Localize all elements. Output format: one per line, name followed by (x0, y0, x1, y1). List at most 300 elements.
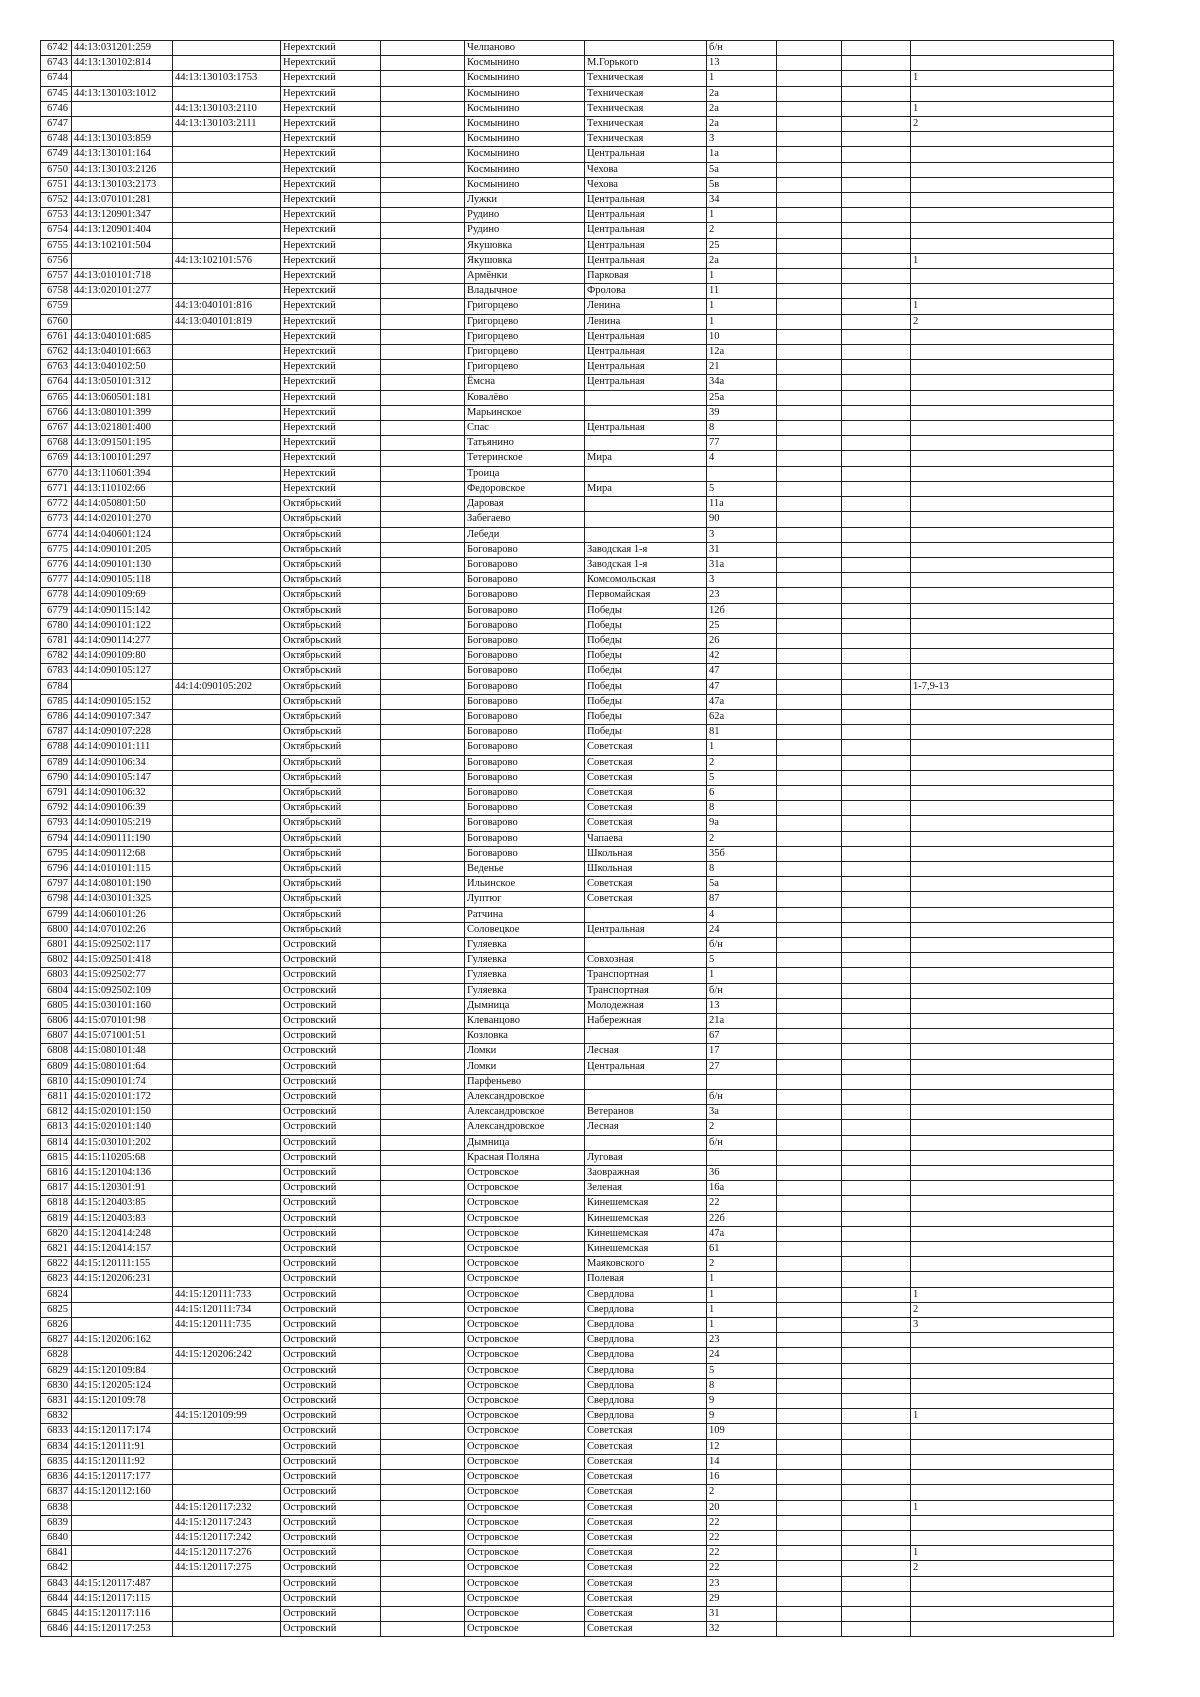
cadastral-number-cell: 44:14:090105:219 (72, 816, 173, 831)
block-cell (842, 740, 911, 755)
locality-cell: Островское (465, 1287, 585, 1302)
street-cell: Победы (585, 664, 707, 679)
row-number-cell: 6783 (41, 664, 72, 679)
locality-cell: Ломки (465, 1059, 585, 1074)
table-row (41, 801, 1114, 816)
district-cell: Островский (281, 1074, 381, 1089)
block-cell (842, 907, 911, 922)
settlement-type-cell (381, 542, 465, 557)
cadastral-number-cell: 44:14:090101:111 (72, 740, 173, 755)
row-number-cell: 6842 (41, 1561, 72, 1576)
linked-cadastral-number-cell (173, 1211, 281, 1226)
settlement-type-cell (381, 238, 465, 253)
linked-cadastral-number-cell: 44:15:120117:232 (173, 1500, 281, 1515)
row-number-cell: 6806 (41, 1014, 72, 1029)
cadastral-number-cell: 44:14:060101:26 (72, 907, 173, 922)
cadastral-number-cell: 44:14:090101:130 (72, 557, 173, 572)
apartment-cell (911, 41, 1114, 56)
row-number-cell: 6823 (41, 1272, 72, 1287)
block-cell (842, 1029, 911, 1044)
street-cell: Победы (585, 633, 707, 648)
locality-cell: Якушовка (465, 253, 585, 268)
block-cell (842, 1196, 911, 1211)
house-number-cell: 23 (707, 1333, 777, 1348)
house-number-cell: 3а (707, 1105, 777, 1120)
building-cell (777, 147, 842, 162)
table-row (41, 983, 1114, 998)
settlement-type-cell (381, 1439, 465, 1454)
apartment-cell (911, 1470, 1114, 1485)
linked-cadastral-number-cell (173, 193, 281, 208)
settlement-type-cell (381, 314, 465, 329)
cadastral-number-cell: 44:13:130102:814 (72, 56, 173, 71)
block-cell (842, 588, 911, 603)
table-row (41, 785, 1114, 800)
apartment-cell (911, 740, 1114, 755)
street-cell: М.Горького (585, 56, 707, 71)
settlement-type-cell (381, 649, 465, 664)
table-row (41, 709, 1114, 724)
linked-cadastral-number-cell (173, 725, 281, 740)
cadastral-number-cell: 44:13:050101:312 (72, 375, 173, 390)
linked-cadastral-number-cell (173, 436, 281, 451)
house-number-cell: 31а (707, 557, 777, 572)
cadastral-number-cell (72, 1409, 173, 1424)
table-row (41, 1166, 1114, 1181)
row-number-cell: 6793 (41, 816, 72, 831)
street-cell: Кинешемская (585, 1196, 707, 1211)
house-number-cell: 2а (707, 117, 777, 132)
building-cell (777, 1181, 842, 1196)
apartment-cell (911, 1454, 1114, 1469)
district-cell: Островский (281, 1394, 381, 1409)
locality-cell: Спас (465, 421, 585, 436)
settlement-type-cell (381, 1424, 465, 1439)
table-row (41, 937, 1114, 952)
settlement-type-cell (381, 117, 465, 132)
building-cell (777, 1546, 842, 1561)
table-row (41, 436, 1114, 451)
street-cell: Советская (585, 1606, 707, 1621)
street-cell: Луговая (585, 1150, 707, 1165)
house-number-cell: 2 (707, 831, 777, 846)
locality-cell: Островское (465, 1378, 585, 1393)
building-cell (777, 1454, 842, 1469)
cadastral-number-cell: 44:15:080101:48 (72, 1044, 173, 1059)
building-cell (777, 573, 842, 588)
settlement-type-cell (381, 1546, 465, 1561)
locality-cell: Островское (465, 1424, 585, 1439)
settlement-type-cell (381, 1363, 465, 1378)
building-cell (777, 998, 842, 1013)
row-number-cell: 6840 (41, 1530, 72, 1545)
linked-cadastral-number-cell (173, 998, 281, 1013)
locality-cell: Боговарово (465, 649, 585, 664)
row-number-cell: 6827 (41, 1333, 72, 1348)
cadastral-number-cell: 44:15:020101:140 (72, 1120, 173, 1135)
settlement-type-cell (381, 1044, 465, 1059)
building-cell (777, 1363, 842, 1378)
building-cell (777, 1576, 842, 1591)
apartment-cell (911, 1135, 1114, 1150)
house-number-cell: 1 (707, 740, 777, 755)
block-cell (842, 1166, 911, 1181)
locality-cell: Троица (465, 466, 585, 481)
house-number-cell: 13 (707, 56, 777, 71)
cadastral-number-cell: 44:14:080101:190 (72, 877, 173, 892)
block-cell (842, 770, 911, 785)
district-cell: Островский (281, 1378, 381, 1393)
linked-cadastral-number-cell (173, 1439, 281, 1454)
linked-cadastral-number-cell (173, 1333, 281, 1348)
district-cell: Островский (281, 1150, 381, 1165)
block-cell (842, 208, 911, 223)
district-cell: Октябрьский (281, 618, 381, 633)
building-cell (777, 512, 842, 527)
locality-cell: Федоровское (465, 481, 585, 496)
table-row (41, 542, 1114, 557)
row-number-cell: 6797 (41, 877, 72, 892)
block-cell (842, 1302, 911, 1317)
cadastral-number-cell: 44:15:120111:92 (72, 1454, 173, 1469)
street-cell (585, 512, 707, 527)
table-row (41, 816, 1114, 831)
row-number-cell: 6760 (41, 314, 72, 329)
table-row (41, 1348, 1114, 1363)
street-cell: Кинешемская (585, 1242, 707, 1257)
district-cell: Островский (281, 968, 381, 983)
building-cell (777, 132, 842, 147)
block-cell (842, 1606, 911, 1621)
block-cell (842, 1454, 911, 1469)
apartment-cell (911, 1242, 1114, 1257)
settlement-type-cell (381, 56, 465, 71)
street-cell: Советская (585, 877, 707, 892)
building-cell (777, 633, 842, 648)
row-number-cell: 6838 (41, 1500, 72, 1515)
cadastral-number-cell: 44:13:091501:195 (72, 436, 173, 451)
settlement-type-cell (381, 603, 465, 618)
row-number-cell: 6768 (41, 436, 72, 451)
locality-cell: Островское (465, 1363, 585, 1378)
district-cell: Нерехтский (281, 345, 381, 360)
settlement-type-cell (381, 86, 465, 101)
street-cell: Центральная (585, 360, 707, 375)
house-number-cell: 5а (707, 877, 777, 892)
district-cell: Нерехтский (281, 269, 381, 284)
cadastral-number-cell: 44:15:120104:136 (72, 1166, 173, 1181)
linked-cadastral-number-cell (173, 1181, 281, 1196)
district-cell: Октябрьский (281, 603, 381, 618)
house-number-cell: 67 (707, 1029, 777, 1044)
linked-cadastral-number-cell (173, 86, 281, 101)
apartment-cell (911, 162, 1114, 177)
house-number-cell: 61 (707, 1242, 777, 1257)
apartment-cell (911, 284, 1114, 299)
linked-cadastral-number-cell (173, 238, 281, 253)
table-row (41, 649, 1114, 664)
linked-cadastral-number-cell (173, 755, 281, 770)
block-cell (842, 953, 911, 968)
row-number-cell: 6796 (41, 861, 72, 876)
district-cell: Островский (281, 1257, 381, 1272)
linked-cadastral-number-cell (173, 1454, 281, 1469)
settlement-type-cell (381, 375, 465, 390)
street-cell: Центральная (585, 421, 707, 436)
block-cell (842, 527, 911, 542)
house-number-cell: 22 (707, 1546, 777, 1561)
house-number-cell: 34а (707, 375, 777, 390)
house-number-cell: 23 (707, 1576, 777, 1591)
building-cell (777, 329, 842, 344)
house-number-cell: 5 (707, 953, 777, 968)
row-number-cell: 6762 (41, 345, 72, 360)
locality-cell: Боговарово (465, 740, 585, 755)
apartment-cell (911, 1272, 1114, 1287)
apartment-cell: 1 (911, 71, 1114, 86)
street-cell: Чехова (585, 177, 707, 192)
street-cell: Центральная (585, 375, 707, 390)
apartment-cell (911, 1014, 1114, 1029)
street-cell: Центральная (585, 193, 707, 208)
row-number-cell: 6843 (41, 1576, 72, 1591)
locality-cell: Ковалёво (465, 390, 585, 405)
locality-cell: Островское (465, 1394, 585, 1409)
district-cell: Октябрьский (281, 831, 381, 846)
locality-cell: Забегаево (465, 512, 585, 527)
building-cell (777, 253, 842, 268)
linked-cadastral-number-cell (173, 573, 281, 588)
linked-cadastral-number-cell (173, 269, 281, 284)
block-cell (842, 1546, 911, 1561)
linked-cadastral-number-cell (173, 557, 281, 572)
settlement-type-cell (381, 1485, 465, 1500)
settlement-type-cell (381, 740, 465, 755)
settlement-type-cell (381, 1029, 465, 1044)
locality-cell: Лебеди (465, 527, 585, 542)
building-cell (777, 1287, 842, 1302)
row-number-cell: 6795 (41, 846, 72, 861)
block-cell (842, 436, 911, 451)
locality-cell: Владычное (465, 284, 585, 299)
settlement-type-cell (381, 1211, 465, 1226)
apartment-cell (911, 649, 1114, 664)
settlement-type-cell (381, 299, 465, 314)
row-number-cell: 6831 (41, 1394, 72, 1409)
district-cell: Октябрьский (281, 785, 381, 800)
block-cell (842, 998, 911, 1013)
settlement-type-cell (381, 1090, 465, 1105)
district-cell: Нерехтский (281, 41, 381, 56)
street-cell (585, 41, 707, 56)
table-row (41, 177, 1114, 192)
settlement-type-cell (381, 1561, 465, 1576)
building-cell (777, 603, 842, 618)
table-row (41, 1181, 1114, 1196)
cadastral-number-cell: 44:14:040601:124 (72, 527, 173, 542)
table-row (41, 892, 1114, 907)
table-row (41, 1363, 1114, 1378)
building-cell (777, 421, 842, 436)
table-row (41, 1302, 1114, 1317)
locality-cell: Боговарово (465, 603, 585, 618)
building-cell (777, 846, 842, 861)
street-cell: Свердлова (585, 1363, 707, 1378)
linked-cadastral-number-cell: 44:13:130103:2111 (173, 117, 281, 132)
settlement-type-cell (381, 1059, 465, 1074)
district-cell: Островский (281, 1439, 381, 1454)
district-cell: Нерехтский (281, 299, 381, 314)
cadastral-number-cell (72, 299, 173, 314)
cadastral-number-cell: 44:15:120111:91 (72, 1439, 173, 1454)
street-cell: Советская (585, 1576, 707, 1591)
district-cell: Нерехтский (281, 360, 381, 375)
street-cell: Победы (585, 603, 707, 618)
table-row (41, 1439, 1114, 1454)
linked-cadastral-number-cell (173, 390, 281, 405)
settlement-type-cell (381, 633, 465, 648)
locality-cell: Боговарово (465, 770, 585, 785)
locality-cell: Григорцево (465, 345, 585, 360)
district-cell: Островский (281, 998, 381, 1013)
block-cell (842, 1363, 911, 1378)
building-cell (777, 1135, 842, 1150)
settlement-type-cell (381, 1014, 465, 1029)
house-number-cell: 36 (707, 1166, 777, 1181)
row-number-cell: 6782 (41, 649, 72, 664)
apartment-cell (911, 193, 1114, 208)
table-row (41, 527, 1114, 542)
building-cell (777, 801, 842, 816)
locality-cell: Тетеринское (465, 451, 585, 466)
table-row (41, 922, 1114, 937)
cadastral-number-cell (72, 117, 173, 132)
table-row (41, 1500, 1114, 1515)
linked-cadastral-number-cell: 44:15:120206:242 (173, 1348, 281, 1363)
locality-cell: Клеванцово (465, 1014, 585, 1029)
row-number-cell: 6764 (41, 375, 72, 390)
block-cell (842, 466, 911, 481)
locality-cell: Веденье (465, 861, 585, 876)
building-cell (777, 1378, 842, 1393)
locality-cell: Островское (465, 1485, 585, 1500)
linked-cadastral-number-cell (173, 1606, 281, 1621)
district-cell: Нерехтский (281, 132, 381, 147)
settlement-type-cell (381, 71, 465, 86)
apartment-cell (911, 223, 1114, 238)
street-cell: Зеленая (585, 1181, 707, 1196)
street-cell: Фролова (585, 284, 707, 299)
house-number-cell: 25а (707, 390, 777, 405)
street-cell: Техническая (585, 117, 707, 132)
building-cell (777, 816, 842, 831)
table-row (41, 877, 1114, 892)
cadastral-number-cell: 44:14:090106:39 (72, 801, 173, 816)
row-number-cell: 6845 (41, 1606, 72, 1621)
locality-cell: Островское (465, 1576, 585, 1591)
block-cell (842, 1272, 911, 1287)
apartment-cell (911, 603, 1114, 618)
building-cell (777, 1044, 842, 1059)
settlement-type-cell (381, 892, 465, 907)
house-number-cell: 39 (707, 405, 777, 420)
apartment-cell (911, 390, 1114, 405)
linked-cadastral-number-cell (173, 1135, 281, 1150)
row-number-cell: 6822 (41, 1257, 72, 1272)
cadastral-number-cell: 44:13:010101:718 (72, 269, 173, 284)
block-cell (842, 162, 911, 177)
row-number-cell: 6776 (41, 557, 72, 572)
row-number-cell: 6789 (41, 755, 72, 770)
table-row (41, 664, 1114, 679)
block-cell (842, 1333, 911, 1348)
locality-cell: Григорцево (465, 329, 585, 344)
street-cell: Советская (585, 755, 707, 770)
apartment-cell (911, 983, 1114, 998)
building-cell (777, 1424, 842, 1439)
locality-cell: Боговарово (465, 846, 585, 861)
street-cell: Техническая (585, 101, 707, 116)
building-cell (777, 1561, 842, 1576)
house-number-cell: 24 (707, 922, 777, 937)
house-number-cell: 2 (707, 223, 777, 238)
cadastral-number-cell: 44:15:090101:74 (72, 1074, 173, 1089)
house-number-cell: 2 (707, 1120, 777, 1135)
house-number-cell: 5 (707, 481, 777, 496)
settlement-type-cell (381, 1226, 465, 1241)
district-cell: Островский (281, 1333, 381, 1348)
locality-cell: Космынино (465, 162, 585, 177)
linked-cadastral-number-cell (173, 512, 281, 527)
building-cell (777, 497, 842, 512)
house-number-cell: 25 (707, 618, 777, 633)
table-row (41, 1591, 1114, 1606)
block-cell (842, 269, 911, 284)
house-number-cell: 35б (707, 846, 777, 861)
locality-cell: Космынино (465, 56, 585, 71)
linked-cadastral-number-cell (173, 709, 281, 724)
district-cell: Островский (281, 1424, 381, 1439)
cadastral-number-cell (72, 253, 173, 268)
street-cell: Победы (585, 649, 707, 664)
linked-cadastral-number-cell (173, 1029, 281, 1044)
block-cell (842, 922, 911, 937)
apartment-cell: 3 (911, 1318, 1114, 1333)
linked-cadastral-number-cell (173, 542, 281, 557)
cadastral-number-cell: 44:15:030101:202 (72, 1135, 173, 1150)
settlement-type-cell (381, 1120, 465, 1135)
building-cell (777, 1333, 842, 1348)
building-cell (777, 1622, 842, 1637)
block-cell (842, 1348, 911, 1363)
table-row (41, 56, 1114, 71)
row-number-cell: 6802 (41, 953, 72, 968)
block-cell (842, 101, 911, 116)
table-row (41, 481, 1114, 496)
cadastral-number-cell: 44:13:031201:259 (72, 41, 173, 56)
district-cell: Островский (281, 1546, 381, 1561)
cadastral-number-cell: 44:15:120117:115 (72, 1591, 173, 1606)
street-cell: Свердлова (585, 1409, 707, 1424)
cadastral-number-cell (72, 101, 173, 116)
district-cell: Октябрьский (281, 588, 381, 603)
district-cell: Нерехтский (281, 253, 381, 268)
row-number-cell: 6817 (41, 1181, 72, 1196)
locality-cell: Боговарово (465, 694, 585, 709)
district-cell: Октябрьский (281, 694, 381, 709)
street-cell: Советская (585, 1515, 707, 1530)
linked-cadastral-number-cell (173, 1272, 281, 1287)
